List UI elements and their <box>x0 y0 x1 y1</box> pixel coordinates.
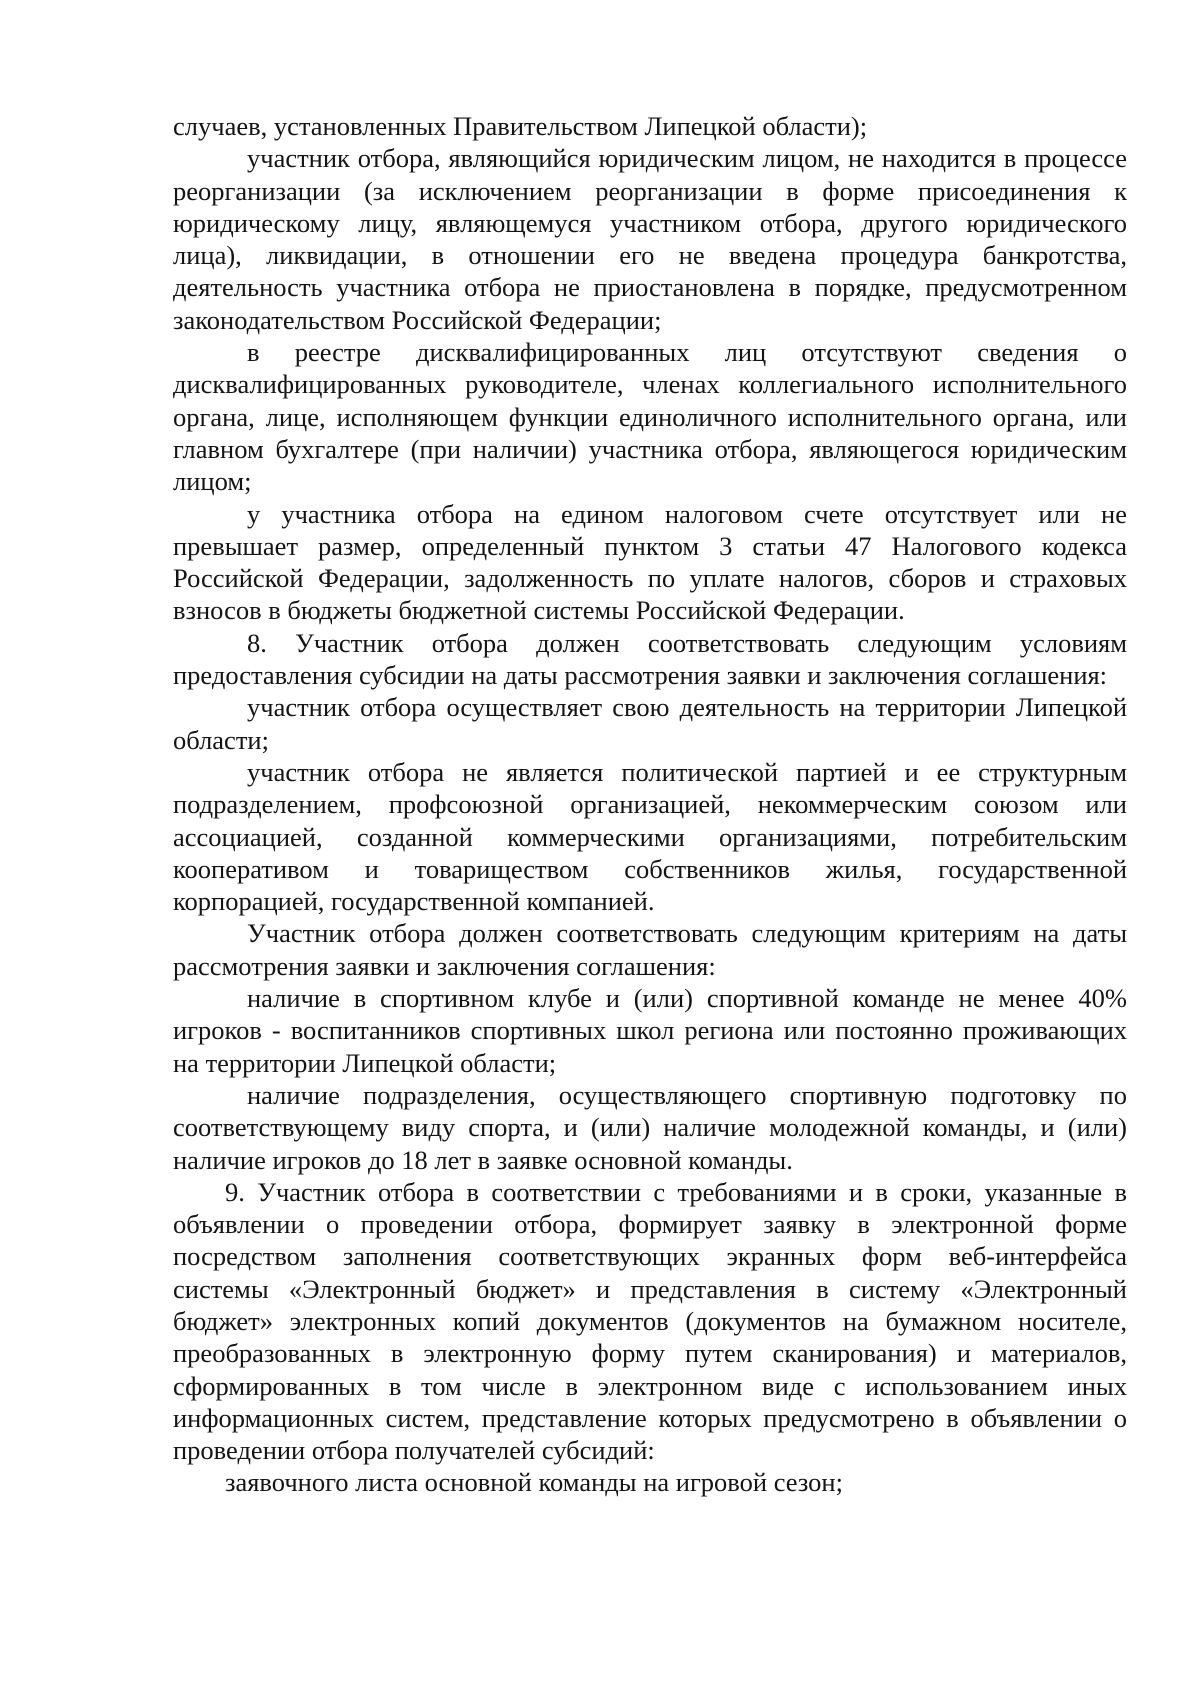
paragraph-item-9: 9. Участник отбора в соответствии с требованиями и в сроки, указанные в объявлении о проведении отбора, формирует заявку в электронной форме посредством заполнения соответствующих экранных форм веб-интерфейса системы «Электронный бюджет» и представления в систему «Электронный бюджет» электронных копий документов (документов на бумажном носителе, преобразованных в электронную форму путем сканирования) и материалов, сформированных в том числе в электронном виде с использованием иных информационных систем, представление которых предусмотрено в объявлении о проведении отбора получателей субсидий: <box>173 1176 1127 1466</box>
paragraph-criteria: Участник отбора должен соответствовать следующим критериям на даты рассмотрения заявки и заключения соглашения: <box>173 918 1127 981</box>
paragraph-players-share: наличие в спортивном клубе и (или) спортивной команде не менее 40% игроков - воспитанников спортивных школ региона или постоянно проживающих на территории Липецкой области; <box>173 983 1127 1078</box>
document-body <box>173 110 1127 1499</box>
paragraph-youth-team: наличие подразделения, осуществляющего спортивную подготовку по соответствующему виду спорта, и (или) наличие молодежной команды, и (или) наличие игроков до 18 лет в заявке основной команды. <box>173 1079 1127 1175</box>
paragraph-team-list: заявочного листа основной команды на игровой сезон; <box>225 1467 843 1498</box>
paragraph-tax-debt: у участника отбора на едином налоговом счете отсутствует или не превышает размер, определенный пунктом 3 статьи 47 Налогового кодекса Российской Федерации, задолженность по уплате налогов, сборов и страховых взносов в бюджеты бюджетной системы Российской Федерации. <box>173 498 1127 626</box>
paragraph-disqualified-registry: в реестре дисквалифицированных лиц отсутствуют сведения о дисквалифицированных руководителе, членах коллегиального исполнительного органа, лице, исполняющем функции единоличного исполнительного органа, или главном бухгалтере (при наличии) участника отбора, являющегося юридическим лицом; <box>173 337 1127 497</box>
paragraph-continuation: случаев, установленных Правительством Липецкой области); <box>173 111 868 141</box>
paragraph-territory: участник отбора осуществляет свою деятельность на территории Липецкой области; <box>173 692 1127 755</box>
paragraph-reorganization: участник отбора, являющийся юридическим лицом, не находится в процессе реорганизации (за исключением реорганизации в форме присоединения к юридическому лицу, являющемуся участником отбора, другого юридического лица), ликвидации, в отношении его не введена процедура банкротства, деятельность участника отбора не приостановлена в порядке, предусмотренном законодательством Российской Федерации; <box>173 143 1127 335</box>
paragraph-item-8: 8. Участник отбора должен соответствовать следующим условиям предоставления субсидии на даты рассмотрения заявки и заключения соглашения: <box>173 627 1127 691</box>
paragraph-not-political-party: участник отбора не является политической партией и ее структурным подразделением, профсоюзной организацией, некоммерческим союзом или ассоциацией, созданной коммерческими организациями, потребительским кооперативом и товариществом собственников жилья, государственной корпорацией, государственной компанией. <box>173 756 1127 917</box>
